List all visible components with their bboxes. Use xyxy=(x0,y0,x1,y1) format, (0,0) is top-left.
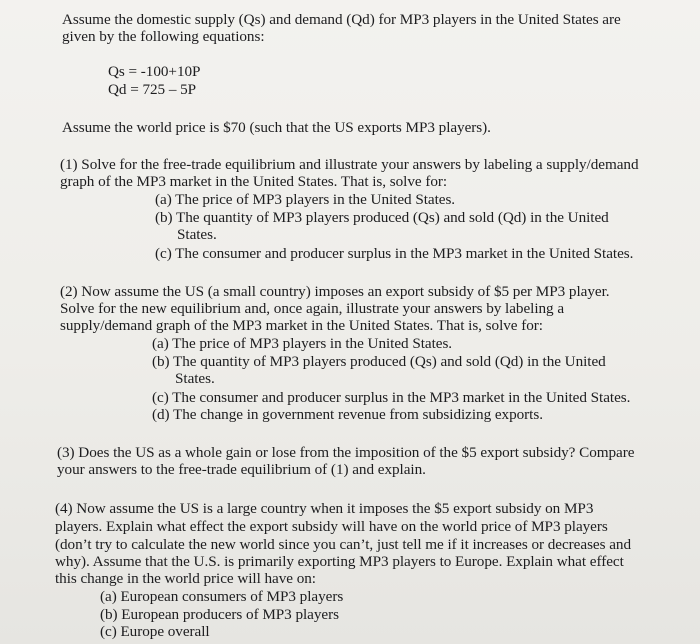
q2-item-b-line-2: States. xyxy=(175,370,215,387)
q4-item-a: (a) European consumers of MP3 players xyxy=(100,588,344,605)
intro-line-1: Assume the domestic supply (Qs) and demand (Qd) for MP3 players in the United States are xyxy=(62,11,621,28)
supply-equation: Qs = -100+10P xyxy=(108,63,201,80)
q4-item-c: (c) Europe overall xyxy=(100,623,210,640)
demand-equation: Qd = 725 – 5P xyxy=(108,81,197,98)
q1-item-a: (a) The price of MP3 players in the United States. xyxy=(155,191,456,208)
q2-item-a: (a) The price of MP3 players in the United States. xyxy=(152,335,453,352)
q3-line-2: your answers to the free-trade equilibrium of (1) and explain. xyxy=(57,461,426,478)
q4-line-5: this change in the world price will have on: xyxy=(55,570,316,587)
q2-line-1: (2) Now assume the US (a small country) imposes an export subsidy of $5 per MP3 player. xyxy=(60,283,610,300)
q2-item-c: (c) The consumer and producer surplus in the MP3 market in the United States. xyxy=(152,389,631,406)
q4-item-b: (b) European producers of MP3 players xyxy=(100,606,339,623)
q1-item-b-line-1: (b) The quantity of MP3 players produced (Qs) and sold (Qd) in the United xyxy=(155,209,609,226)
q4-line-2: players. Explain what effect the export subsidy will have on the world price of MP3 players xyxy=(55,518,608,535)
q2-line-3: supply/demand graph of the MP3 market in the United States. That is, solve for: xyxy=(60,317,543,334)
q4-line-3: (don’t try to calculate the new world since you can’t, just tell me if it increases or decreases and xyxy=(55,536,632,553)
q1-line-2: graph of the MP3 market in the United States. That is, solve for: xyxy=(60,173,448,190)
q2-item-b-line-1: (b) The quantity of MP3 players produced (Qs) and sold (Qd) in the United xyxy=(152,353,606,370)
q2-line-2: Solve for the new equilibrium and, once again, illustrate your answers by labeling a xyxy=(60,300,565,317)
q1-item-c: (c) The consumer and producer surplus in the MP3 market in the United States. xyxy=(155,245,634,262)
q1-item-b-line-2: States. xyxy=(177,226,217,243)
q4-line-1: (4) Now assume the US is a large country when it imposes the $5 export subsidy on MP3 xyxy=(55,500,594,517)
q2-item-d: (d) The change in government revenue from subsidizing exports. xyxy=(152,406,543,423)
q1-line-1: (1) Solve for the free-trade equilibrium and illustrate your answers by labeling a supply/demand xyxy=(60,156,639,173)
world-price-statement: Assume the world price is $70 (such that the US exports MP3 players). xyxy=(62,119,491,136)
intro-line-2: given by the following equations: xyxy=(62,28,265,45)
q3-line-1: (3) Does the US as a whole gain or lose from the imposition of the $5 export subsidy? Compare xyxy=(57,444,635,461)
q4-line-4: why). Assume that the U.S. is primarily exporting MP3 players to Europe. Explain what effect xyxy=(55,553,624,570)
